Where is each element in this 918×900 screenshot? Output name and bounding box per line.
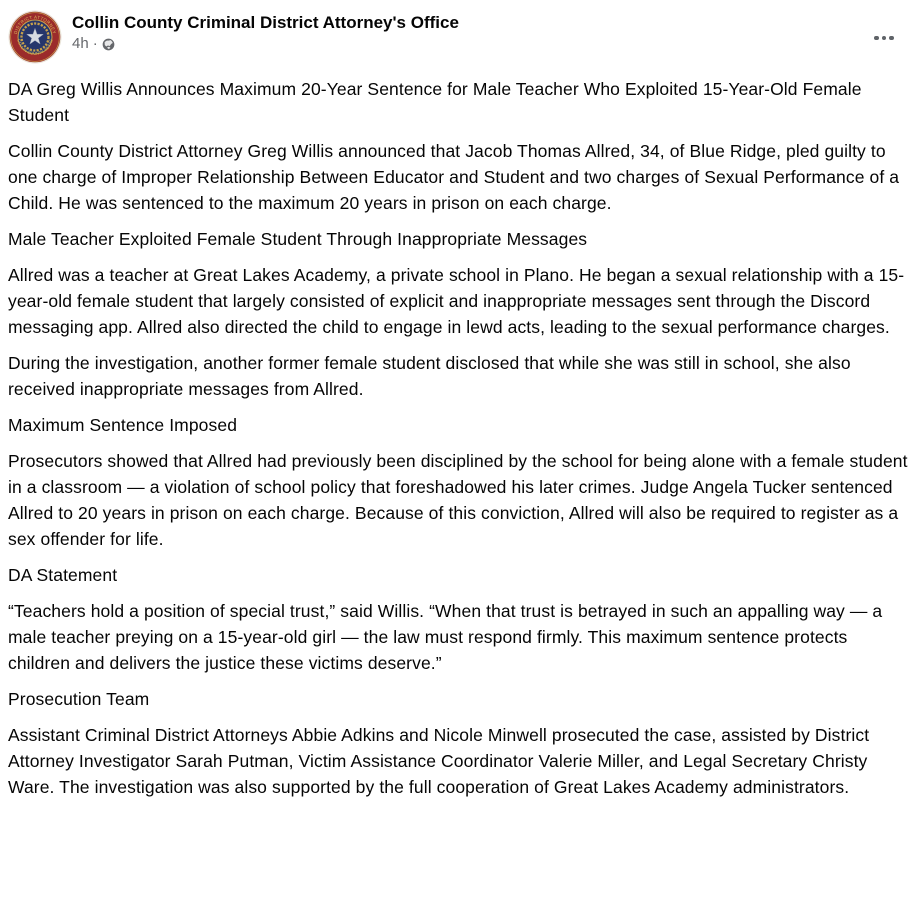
post-meta	[72, 34, 459, 54]
post-paragraph-subhead: Maximum Sentence Imposed	[8, 415, 238, 435]
page-avatar[interactable]	[8, 10, 62, 64]
ellipsis-dot	[874, 36, 879, 41]
post-paragraph: Prosecutors showed that Allred had previously been disciplined by the school for being alone with a female student in a classroom — a violation of school policy that foreshadowed his later crimes. Judge Angela Tucker sentenced Allred to 20 years in prison on each charge. Because of this conviction, Allred will also be required to register as a sex offender for life.	[8, 451, 908, 549]
header-text	[72, 10, 459, 54]
post-paragraph-subhead: DA Statement	[8, 565, 118, 585]
post-paragraph: Collin County District Attorney Greg Willis announced that Jacob Thomas Allred, 34, of Blue Ridge, pled guilty to one charge of Improper Relationship Between Educator and Student and two charges of Sexual Performance of a Child. He was sentenced to the maximum 20 years in prison on each charge.	[8, 141, 900, 213]
ellipsis-dot	[882, 36, 887, 41]
post-paragraph-headline: DA Greg Willis Announces Maximum 20-Year Sentence for Male Teacher Who Exploited 15-Year-Old Female Student	[8, 79, 862, 125]
post-header	[0, 0, 918, 64]
timestamp-link[interactable]: 4h	[72, 35, 89, 52]
meta-separator: ·	[92, 35, 98, 52]
more-options-button[interactable]	[866, 24, 902, 52]
svg-text:DISTRICT ATTORNEY: DISTRICT ATTORNEY	[12, 14, 58, 35]
svg-text:COLLIN COUNTY TEXAS: COLLIN COUNTY TEXAS	[16, 38, 54, 56]
post-text	[0, 64, 918, 800]
post-paragraph: During the investigation, another former female student disclosed that while she was still in school, she also received inappropriate messages from Allred.	[8, 353, 851, 399]
post-paragraph-subhead: Male Teacher Exploited Female Student Through Inappropriate Messages	[8, 229, 588, 249]
globe-privacy-icon	[102, 38, 115, 51]
page-name-link[interactable]: Collin County Criminal District Attorney's Office	[72, 13, 459, 32]
ellipsis-dot	[889, 36, 894, 41]
county-seal-icon	[8, 10, 62, 64]
post-paragraph: Allred was a teacher at Great Lakes Academy, a private school in Plano. He began a sexual relationship with a 15-year-old female student that largely consisted of explicit and inappropriate messages sent through the Discord messaging app. Allred also directed the child to engage in lewd acts, leading to the sexual performance charges.	[8, 265, 905, 337]
post-paragraph: Assistant Criminal District Attorneys Abbie Adkins and Nicole Minwell prosecuted the case, assisted by District Attorney Investigator Sarah Putman, Victim Assistance Coordinator Valerie Miller, and Legal Secretary Christy Ware. The investigation was also supported by the full cooperation of Great Lakes Academy administrators.	[8, 725, 870, 797]
post-paragraph-subhead: Prosecution Team	[8, 689, 150, 709]
post-paragraph: “Teachers hold a position of special trust,” said Willis. “When that trust is betrayed in such an appalling way — a male teacher preying on a 15-year-old girl — the law must respond firmly. This maximum sentence protects children and delivers the justice these victims deserve.”	[8, 601, 883, 673]
